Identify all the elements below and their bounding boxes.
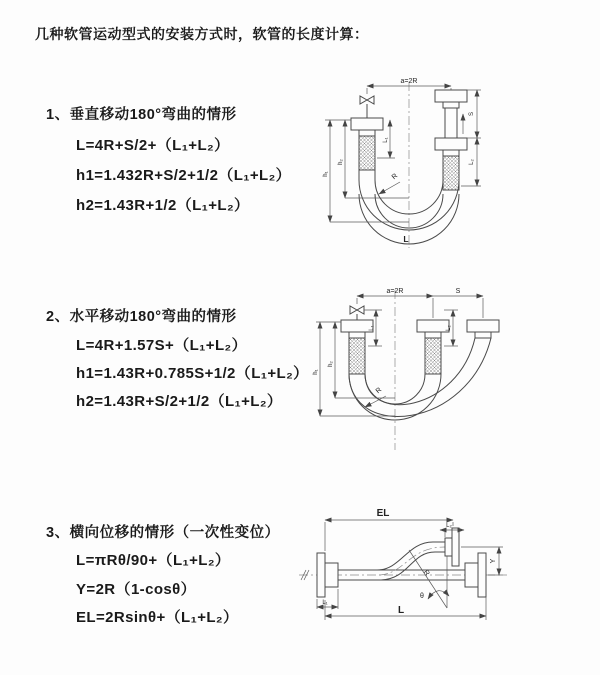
dim-label-h2: h₂ xyxy=(338,159,344,165)
dim-length xyxy=(325,597,486,620)
section2-formula-h1: h1=1.43R+0.785S+1/2（L₁+L₂） xyxy=(76,365,309,382)
right-fitting xyxy=(435,90,467,190)
dim-el xyxy=(325,508,453,551)
document-title: 几种软管运动型式的安装方式时，软管的长度计算： xyxy=(35,26,369,42)
dim-label-r: R xyxy=(421,569,431,578)
section2-formula-h2: h2=1.43R+S/2+1/2（L₁+L₂） xyxy=(76,393,283,410)
dim-label-l1: L₁ xyxy=(369,325,375,331)
moved-fitting xyxy=(467,320,499,338)
section3-formula-EL: EL=2Rsinθ+（L₁+L₂） xyxy=(76,609,239,626)
dim-label-length: L xyxy=(403,234,409,244)
section1-formula-L: L=4R+S/2+（L₁+L₂） xyxy=(76,137,230,154)
middle-fitting xyxy=(417,320,449,374)
dim-label-s: S xyxy=(455,288,461,295)
left-fitting xyxy=(351,118,383,170)
dim-label-s: S xyxy=(469,111,475,117)
section1-formula-h1: h1=1.432R+S/2+1/2（L₁+L₂） xyxy=(76,167,292,184)
dim-label-l1: L₁ xyxy=(322,600,328,606)
angle-construction xyxy=(409,550,449,608)
left-flange xyxy=(317,553,338,597)
dim-label-h1: h₁ xyxy=(313,369,319,375)
dim-fitting-middle xyxy=(444,310,458,346)
section3-heading: 3、横向位移的情形（一次性变位） xyxy=(46,525,280,541)
dim-label-y: Y xyxy=(490,558,497,564)
section3-formula-Y: Y=2R（1-cosθ） xyxy=(76,581,197,598)
dim-label-r: R xyxy=(374,386,384,396)
dim-label-l1: L₁ xyxy=(383,137,389,143)
dim-label-h1: h₁ xyxy=(323,171,329,177)
valve-icon xyxy=(350,306,364,320)
dim-label-l2: L₂ xyxy=(446,325,452,331)
dim-label-h2: h₂ xyxy=(328,361,334,367)
dim-label-el: EL xyxy=(376,508,390,519)
section2-formula-L: L=4R+1.57S+（L₁+L₂） xyxy=(76,337,247,354)
diagram-lateral-displacement xyxy=(295,500,510,645)
section2-heading: 2、水平移动180°弯曲的情形 xyxy=(46,309,237,325)
radius-leader xyxy=(379,173,400,194)
dim-label-a2r: a=2R xyxy=(386,288,404,295)
right-flange xyxy=(465,553,486,597)
dim-label-l2: L₂ xyxy=(446,523,452,529)
dim-label-a2r: a=2R xyxy=(400,78,418,85)
diagram-vertical-movement xyxy=(305,70,505,265)
section1-formula-h2: h2=1.43R+1/2（L₁+L₂） xyxy=(76,197,250,214)
section3-formula-L: L=πRθ/90+（L₁+L₂） xyxy=(76,552,231,569)
dim-label-l2: L₂ xyxy=(469,159,475,165)
hose-u-bend xyxy=(349,338,491,420)
diagram-horizontal-movement xyxy=(298,280,513,465)
section1-heading: 1、垂直移动180°弯曲的情形 xyxy=(46,107,237,123)
dim-label-length: L xyxy=(397,605,405,616)
valve-icon xyxy=(360,96,374,118)
dim-label-r: R xyxy=(390,172,400,182)
dim-label-theta: θ xyxy=(420,593,424,600)
